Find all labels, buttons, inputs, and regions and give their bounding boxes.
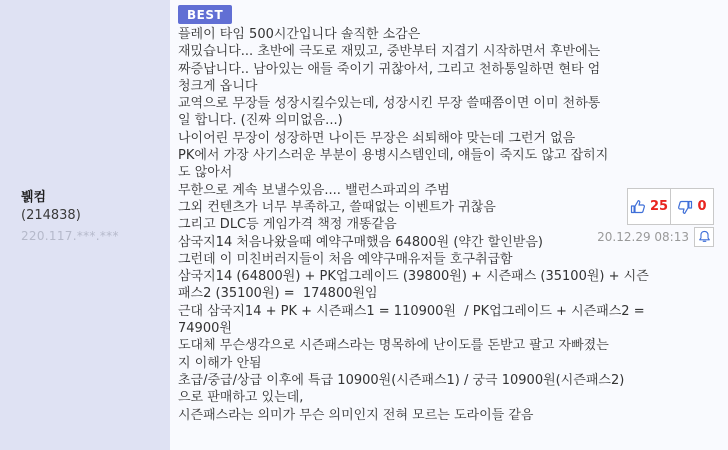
report-bell-icon — [698, 228, 711, 247]
comment-line: 삼국지14 처음나왔을때 예약구매했음 64800원 (약간 할인받음) — [178, 234, 543, 250]
comment-line: 으로 판매하고 있는데, — [178, 390, 304, 406]
comment-line: 도 않아서 — [178, 165, 233, 181]
vote-up-button[interactable] — [627, 188, 671, 225]
vote-widget — [627, 188, 714, 225]
comment-line: 일 합니다. (진짜 의미없음...) — [178, 113, 343, 129]
comment-line: 나이어린 무장이 성장하면 나이든 무장은 쇠퇴해야 맞는데 그런거 없음 — [178, 130, 576, 146]
comment-line: 삼국지14 (64800원) + PK업그레이드 (39800원) + 시즌패스 (35100원) + 시즌 — [178, 269, 649, 285]
comment-meta-row — [597, 227, 714, 247]
report-button[interactable] — [694, 227, 714, 247]
comment-line: 청크게 옵니다 — [178, 78, 258, 94]
comment-line: 그런데 이 미친버러지들이 처음 예약구매유저들 호구취급함 — [178, 251, 513, 267]
vote-up-count: 25 — [649, 199, 669, 214]
comment-content — [170, 0, 728, 450]
vote-down-button[interactable] — [670, 188, 714, 225]
comment-author-sidebar — [0, 0, 170, 450]
comment-line: 초급/중급/상급 이후에 특급 10900원(시즌패스1) / 궁극 10900원(시즌패스2) — [178, 372, 625, 388]
comment-line: 플레이 타임 500시간입니다 솔직한 소감은 — [178, 27, 421, 42]
author-nickname[interactable]: 뷁컴 — [21, 190, 47, 205]
author-ip: 220.117.***.*** — [21, 229, 119, 243]
comment-line: 그외 컨텐츠가 너무 부족하고, 쓸때없는 이벤트가 귀찮음 — [178, 199, 496, 215]
comment-line: 무한으로 계속 보낼수있음.... 밸런스파괴의 주범 — [178, 182, 450, 198]
timestamp: 20.12.29 08:13 — [597, 230, 689, 244]
comment-line: 짜증납니다.. 남아있는 애들 죽이기 귀찮아서, 그리고 천하통일하면 현타 엄 — [178, 61, 601, 77]
thumbs-down-icon — [677, 199, 693, 215]
author-id: (214838) — [21, 208, 81, 223]
comment-line: 근대 삼국지14 + PK + 시즌패스1 = 110900원 / PK업그레이드 + 시즌패스2 = — [178, 303, 645, 319]
comment-line: 74900원 — [178, 321, 232, 337]
comment-line: 교역으로 무장들 성장시킬수있는데, 성장시킨 무장 쓸때쯤이면 이미 천하통 — [178, 96, 601, 112]
comment-line: PK에서 가장 사기스러운 부분이 용병시스템인데, 얘들이 죽지도 않고 잡히지 — [178, 148, 609, 164]
comment-line: 지 이해가 안됨 — [178, 355, 262, 371]
comment-line: 시즌패스라는 의미가 무슨 의미인지 전혀 모르는 도라이들 같음 — [178, 407, 534, 423]
comment-line: 그리고 DLC등 게임가격 책정 개똥같음 — [178, 217, 397, 233]
best-badge: BEST — [178, 5, 232, 24]
comment-line: 패스2 (35100원) = 174800원임 — [178, 286, 378, 302]
thumbs-up-icon — [630, 199, 646, 215]
comment-line: 재밌습니다... 초반에 극도로 재밌고, 중반부터 지겹기 시작하면서 후반에는 — [178, 44, 601, 60]
comment-line: 도대체 무슨생각으로 시즌패스라는 명목하에 난이도를 돈받고 팔고 자빠졌는 — [178, 338, 609, 354]
vote-down-count: 0 — [697, 199, 707, 214]
